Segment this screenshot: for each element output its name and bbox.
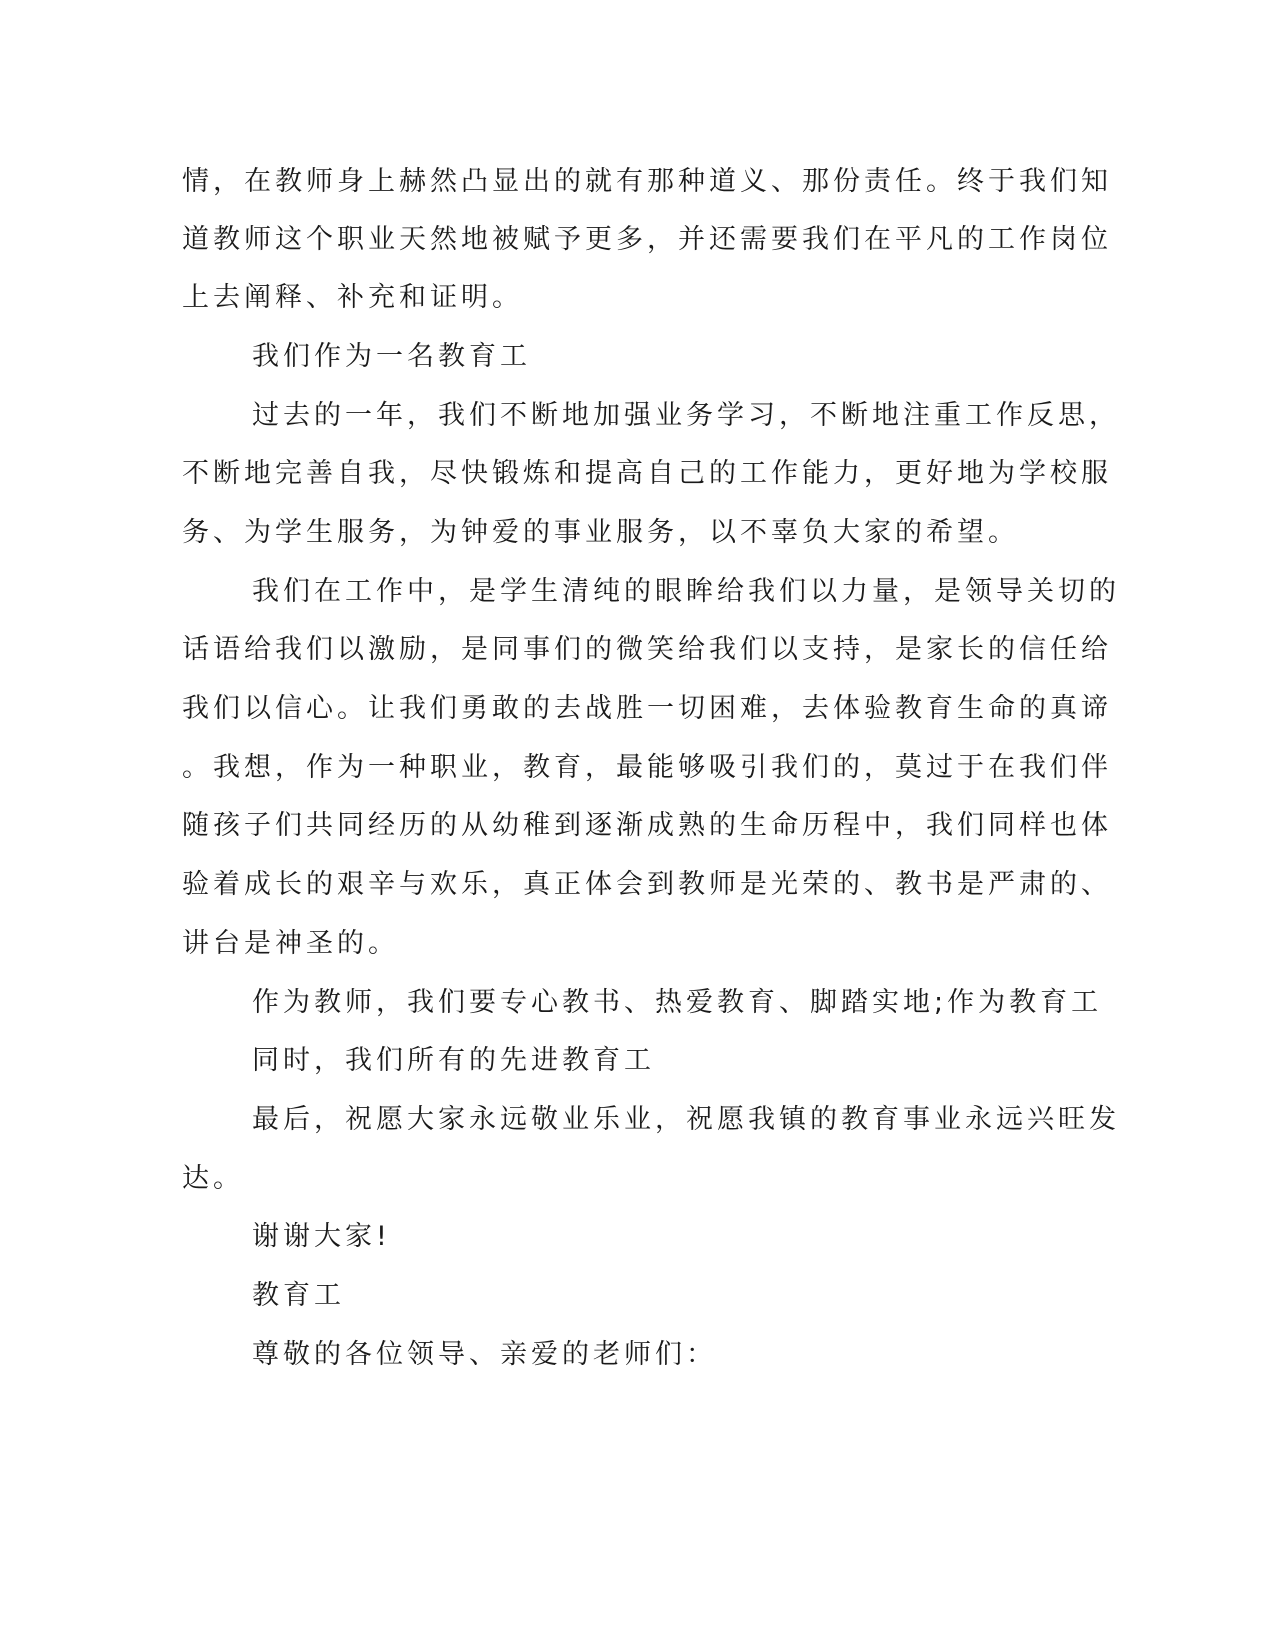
text-line: 上去阐释、补充和证明。 bbox=[182, 282, 523, 313]
text-line: 验着成长的艰辛与欢乐，真正体会到教师是光荣的、教书是严肃的、 bbox=[182, 869, 1112, 900]
text-line: 同时，我们所有的先进教育工 bbox=[252, 1045, 655, 1076]
text-line: 不断地完善自我，尽快锻炼和提高自己的工作能力，更好地为学校服 bbox=[182, 458, 1112, 489]
text-line: 我们在工作中，是学生清纯的眼眸给我们以力量，是领导关切的 bbox=[252, 576, 1120, 607]
text-line: 。我想，作为一种职业，教育，最能够吸引我们的，莫过于在我们伴 bbox=[182, 752, 1112, 783]
text-line: 我们以信心。让我们勇敢的去战胜一切困难，去体验教育生命的真谛 bbox=[182, 693, 1112, 724]
text-line: 道教师这个职业天然地被赋予更多，并还需要我们在平凡的工作岗位 bbox=[182, 224, 1112, 255]
closing-line: 谢谢大家! bbox=[252, 1221, 391, 1252]
paragraph-heading: 我们作为一名教育工 bbox=[252, 341, 531, 372]
text-line: 过去的一年，我们不断地加强业务学习，不断地注重工作反思， bbox=[252, 400, 1120, 431]
section-heading: 教育工 bbox=[252, 1280, 345, 1311]
text-line: 最后，祝愿大家永远敬业乐业，祝愿我镇的教育事业永远兴旺发 bbox=[252, 1104, 1120, 1135]
text-line: 随孩子们共同经历的从幼稚到逐渐成熟的生命历程中，我们同样也体 bbox=[182, 810, 1112, 841]
text-line: 情，在教师身上赫然凸显出的就有那种道义、那份责任。终于我们知 bbox=[182, 166, 1112, 197]
text-line: 讲台是神圣的。 bbox=[182, 928, 399, 959]
salutation-line: 尊敬的各位领导、亲爱的老师们： bbox=[252, 1339, 717, 1370]
text-line: 作为教师，我们要专心教书、热爱教育、脚踏实地;作为教育工 bbox=[252, 987, 1103, 1018]
text-line: 务、为学生服务，为钟爱的事业服务，以不辜负大家的希望。 bbox=[182, 517, 1019, 548]
text-line: 达。 bbox=[182, 1163, 244, 1194]
text-line: 话语给我们以激励，是同事们的微笑给我们以支持，是家长的信任给 bbox=[182, 634, 1112, 665]
